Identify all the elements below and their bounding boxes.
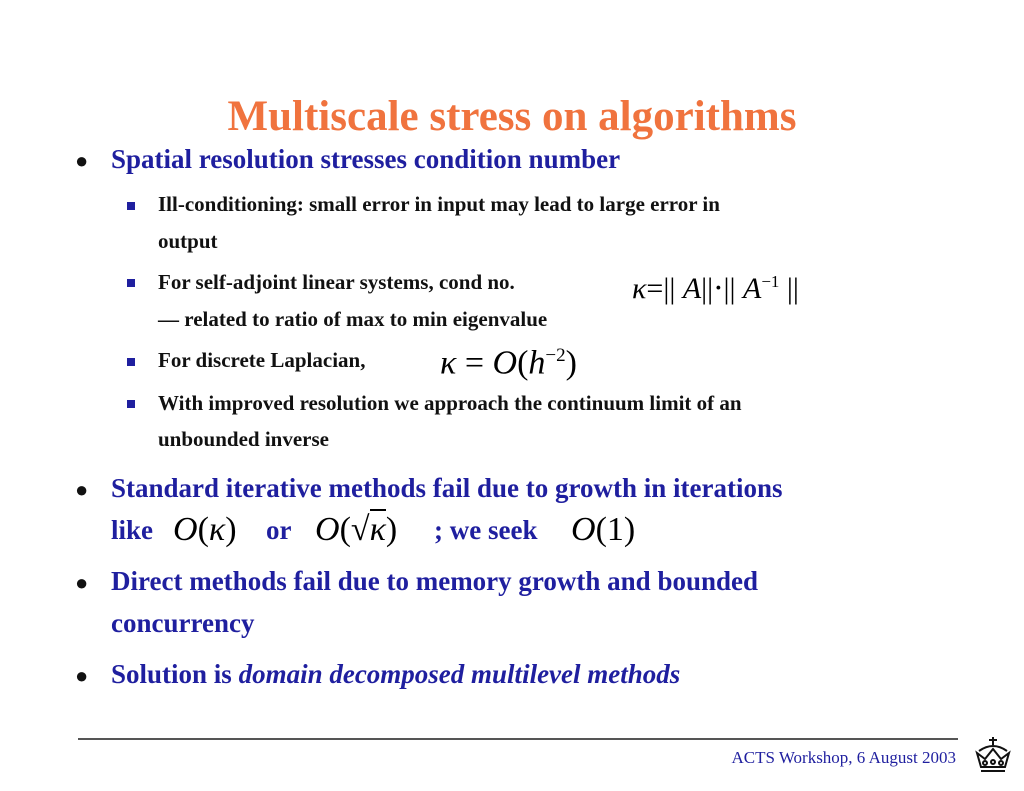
o-kappa-formula: O(κ) — [173, 511, 237, 548]
bullet-3-line-1: Direct methods fail due to memory growth and bounded — [111, 566, 759, 596]
footer-text: ACTS Workshop, 6 August 2003 — [731, 748, 956, 767]
sub-bullet-3-text: For discrete Laplacian, — [158, 348, 366, 372]
slide-title: Multiscale stress on algorithms — [227, 93, 797, 140]
sub-bullet-square — [127, 400, 135, 408]
bullet-4-prefix: Solution is — [111, 659, 232, 689]
bullet-4 — [111, 657, 680, 691]
sub-bullet-4-line-1: With improved resolution we approach the continuum limit of an — [158, 391, 742, 415]
bullet-dot: ● — [75, 477, 89, 502]
bullet-1: Spatial resolution stresses condition number — [111, 144, 621, 174]
footer-divider — [78, 738, 958, 740]
sub-bullet-2-line-2: — related to ratio of max to min eigenvalue — [158, 307, 548, 331]
sub-bullet-1-line-1: Ill-conditioning: small error in input may lead to large error in — [158, 192, 720, 216]
sub-bullet-4-line-2: unbounded inverse — [158, 427, 329, 451]
bullet-4-emphasis: domain decomposed multilevel methods — [238, 659, 681, 689]
condition-number-formula: κ=|| A||⋅|| $A^{-1}$ || — [632, 272, 799, 305]
sub-bullet-square — [127, 202, 135, 210]
bullet-3-line-2: concurrency — [111, 608, 255, 638]
o-one-formula: O(1) — [571, 511, 636, 548]
bullet-dot: ● — [75, 570, 89, 595]
bullet-2-line-1: Standard iterative methods fail due to growth in iterations — [111, 473, 783, 503]
bullet-2-or: or — [266, 515, 292, 545]
bullet-dot: ● — [75, 148, 89, 173]
crown-logo-icon — [973, 735, 1013, 775]
bullet-2-like: like — [111, 515, 154, 545]
kappa-symbol: κ — [632, 272, 647, 305]
laplacian-formula: $\kappa = O(h^{-2})$ — [440, 344, 577, 382]
sub-bullet-1-line-2: output — [158, 229, 218, 253]
sub-bullet-square — [127, 358, 135, 366]
sub-bullet-2-text: For self-adjoint linear systems, cond no. — [158, 270, 515, 294]
sub-bullet-square — [127, 279, 135, 287]
bullet-dot: ● — [75, 663, 89, 688]
bullet-2-seek: ; we seek — [434, 515, 538, 545]
o-sqrt-kappa-formula: O(√κ) — [315, 511, 398, 548]
